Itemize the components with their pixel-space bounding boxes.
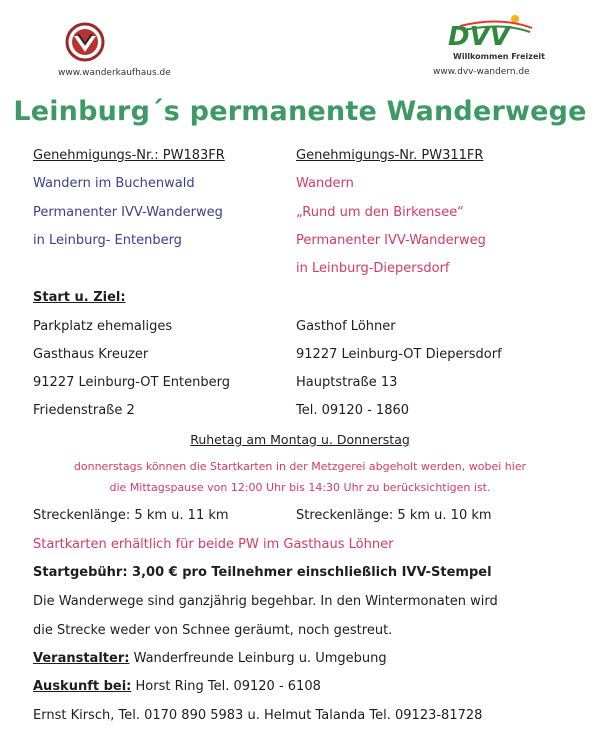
start-heading: Start u. Ziel: xyxy=(33,290,126,305)
info-label: Auskunft bei: xyxy=(33,679,132,694)
left-logo-url: www.wanderkaufhaus.de xyxy=(58,68,171,78)
organizer-value: Wanderfreunde Leinburg u. Umgebung xyxy=(129,651,387,666)
wanderkaufhaus-logo xyxy=(60,22,110,66)
left-trail-line-2: Permanenter IVV-Wanderweg xyxy=(33,205,223,220)
start-right-line-1: Gasthof Löhner xyxy=(296,319,396,334)
start-left-line-4: Friedenstraße 2 xyxy=(33,403,135,418)
left-trail-line-3: in Leinburg- Entenberg xyxy=(33,233,182,248)
right-trail-line-1: Wandern xyxy=(296,176,354,191)
right-trail-line-3: Permanenter IVV-Wanderweg xyxy=(296,233,486,248)
thursday-notice-line-2: die Mittagspause von 12:00 Uhr bis 14:30 Uhr zu berücksichtigen ist. xyxy=(109,481,491,494)
length-left: Streckenlänge: 5 km u. 11 km xyxy=(33,508,229,523)
right-logo-url: www.dvv-wandern.de xyxy=(433,67,530,77)
left-permit-number: Genehmigungs-Nr.: PW183FR xyxy=(33,148,225,163)
start-right-line-4: Tel. 09120 - 1860 xyxy=(296,403,410,418)
year-round-line-2: die Strecke weder von Schnee geräumt, noch gestreut. xyxy=(33,623,393,638)
left-trail-line-1: Wandern im Buchenwald xyxy=(33,176,195,191)
dvv-logo-text: DVV xyxy=(448,22,510,52)
page-title: Leinburg´s permanente Wanderwege xyxy=(13,96,587,127)
info-value: Horst Ring Tel. 09120 - 6108 xyxy=(131,679,321,694)
start-right-line-2: 91227 Leinburg-OT Diepersdorf xyxy=(296,347,502,362)
length-right: Streckenlänge: 5 km u. 10 km xyxy=(296,508,492,523)
ruhetag-notice: Ruhetag am Montag u. Donnerstag xyxy=(190,432,410,447)
right-trail-line-4: in Leinburg-Diepersdorf xyxy=(296,261,450,276)
thursday-notice-line-1: donnerstags können die Startkarten in der Metzgerei abgeholt werden, wobei hier xyxy=(73,460,527,473)
info-line xyxy=(33,679,321,695)
start-right-line-3: Hauptstraße 13 xyxy=(296,375,398,390)
start-fee: Startgebühr: 3,00 € pro Teilnehmer einschließlich IVV-Stempel xyxy=(33,565,492,580)
right-permit-number: Genehmigungs-Nr. PW311FR xyxy=(296,148,484,163)
year-round-line-1: Die Wanderwege sind ganzjährig begehbar. In den Wintermonaten wird xyxy=(33,594,498,609)
organizer-line xyxy=(33,651,387,667)
startkarten-notice: Startkarten erhältlich für beide PW im Gasthaus Löhner xyxy=(33,537,394,552)
organizer-label: Veranstalter: xyxy=(33,651,130,666)
dvv-slogan: Willkommen Freizeit xyxy=(453,52,545,61)
start-left-line-1: Parkplatz ehemaliges xyxy=(33,319,173,334)
right-trail-line-2: „Rund um den Birkensee“ xyxy=(296,205,464,220)
contacts-line: Ernst Kirsch, Tel. 0170 890 5983 u. Helmut Talanda Tel. 09123-81728 xyxy=(33,708,483,723)
start-left-line-3: 91227 Leinburg-OT Entenberg xyxy=(33,375,230,390)
start-left-line-2: Gasthaus Kreuzer xyxy=(33,347,149,362)
